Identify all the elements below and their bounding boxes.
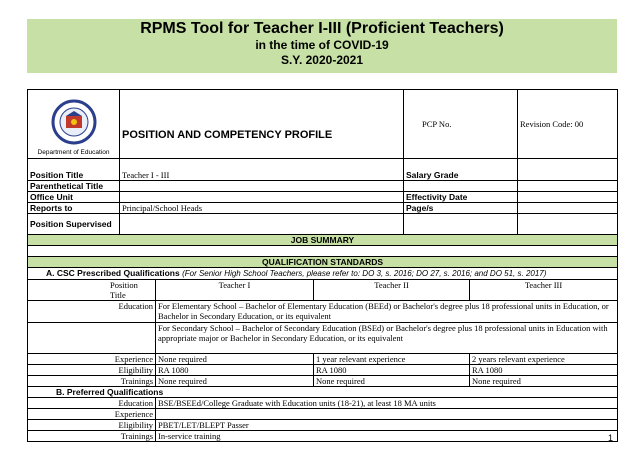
qualification-standards-heading: QUALIFICATION STANDARDS <box>28 257 618 268</box>
profile-heading: POSITION AND COMPETENCY PROFILE <box>120 90 404 159</box>
pcp-number: PCP No. <box>404 90 518 159</box>
job-summary-heading: JOB SUMMARY <box>28 235 618 246</box>
experience-teacher-3: 2 years relevant experience <box>470 354 618 365</box>
blank-cell <box>518 181 618 192</box>
preferred-trainings-label: Trainings <box>28 431 156 442</box>
preferred-qualifications-label: B. Preferred Qualifications <box>28 387 618 398</box>
revision-code: Revision Code: 00 <box>518 90 618 159</box>
profile-table <box>27 89 618 442</box>
experience-teacher-1: None required <box>156 354 314 365</box>
position-supervised-label: Position Supervised <box>28 214 120 235</box>
csc-note: (For Senior High School Teachers, please refer to: DO 3, s. 2016; DO 27, s. 2016; and DO 51, s. 2017) <box>182 269 547 278</box>
page-number: 1 <box>607 433 613 443</box>
salary-grade-value <box>518 159 618 181</box>
parenthetical-title-value <box>120 181 404 192</box>
experience-teacher-2: 1 year relevant experience <box>314 354 470 365</box>
education-label: Education <box>28 301 156 323</box>
document-subtitle: in the time of COVID-19 <box>255 38 389 52</box>
pages-value <box>518 203 618 214</box>
eligibility-teacher-1: RA 1080 <box>156 365 314 376</box>
salary-grade-label: Salary Grade <box>404 159 518 181</box>
position-supervised-value <box>120 214 404 235</box>
trainings-teacher-2: None required <box>314 376 470 387</box>
blank-cell <box>404 214 518 235</box>
position-title-value: Teacher I - III <box>120 159 404 181</box>
eligibility-teacher-2: RA 1080 <box>314 365 470 376</box>
csc-label: A. CSC Prescribed Qualifications <box>46 268 180 278</box>
preferred-eligibility-label: Eligibility <box>28 420 156 431</box>
trainings-teacher-1: None required <box>156 376 314 387</box>
teacher-1-header: Teacher I <box>156 280 314 301</box>
deped-logo-cell <box>28 90 120 159</box>
department-name: Department of Education <box>37 149 110 156</box>
teacher-3-header: Teacher III <box>470 280 618 301</box>
effectivity-date-label: Effectivity Date <box>404 192 518 203</box>
parenthetical-title-label: Parenthetical Title <box>28 181 120 192</box>
school-year: S.Y. 2020-2021 <box>280 53 364 67</box>
preferred-education-value: BSE/BSEEd/College Graduate with Education units (18-21), at least 18 MA units <box>156 398 618 409</box>
preferred-experience-label: Experience <box>28 409 156 420</box>
education-secondary: For Secondary School – Bachelor of Secondary Education (BSEd) or Bachelor's degree plus 18 professional units in Education with appropriate major or Bachelor in Secondary Education, or its equivalent <box>156 323 618 354</box>
teacher-2-header: Teacher II <box>314 280 470 301</box>
eligibility-teacher-3: RA 1080 <box>470 365 618 376</box>
education-elementary: For Elementary School – Bachelor of Elementary Education (BEEd) or Bachelor's degree plus 18 professional units in Education, or Bachelor in Secondary Education, or its equivalent <box>156 301 618 323</box>
pages-label: Page/s <box>404 203 518 214</box>
preferred-education-label: Education <box>28 398 156 409</box>
document-header <box>27 19 617 73</box>
deped-seal-icon <box>51 99 97 145</box>
position-title-col-label: Position Title <box>28 280 156 301</box>
effectivity-date-value <box>518 192 618 203</box>
eligibility-label: Eligibility <box>28 365 156 376</box>
office-unit-value <box>120 192 404 203</box>
blank-cell <box>404 181 518 192</box>
csc-qualifications-row <box>28 268 618 280</box>
preferred-eligibility-value: PBET/LET/BLEPT Passer <box>156 420 618 431</box>
preferred-experience-value <box>156 409 618 420</box>
preferred-trainings-value: In-service training <box>156 431 618 442</box>
reports-to-label: Reports to <box>28 203 120 214</box>
blank-cell <box>28 323 156 354</box>
office-unit-label: Office Unit <box>28 192 120 203</box>
experience-label: Experience <box>28 354 156 365</box>
blank-cell <box>518 214 618 235</box>
job-summary-body <box>28 246 618 257</box>
trainings-teacher-3: None required <box>470 376 618 387</box>
reports-to-value: Principal/School Heads <box>120 203 404 214</box>
position-title-label: Position Title <box>28 159 120 181</box>
trainings-label: Trainings <box>28 376 156 387</box>
document-title: RPMS Tool for Teacher I-III (Proficient Teachers) <box>140 20 504 37</box>
